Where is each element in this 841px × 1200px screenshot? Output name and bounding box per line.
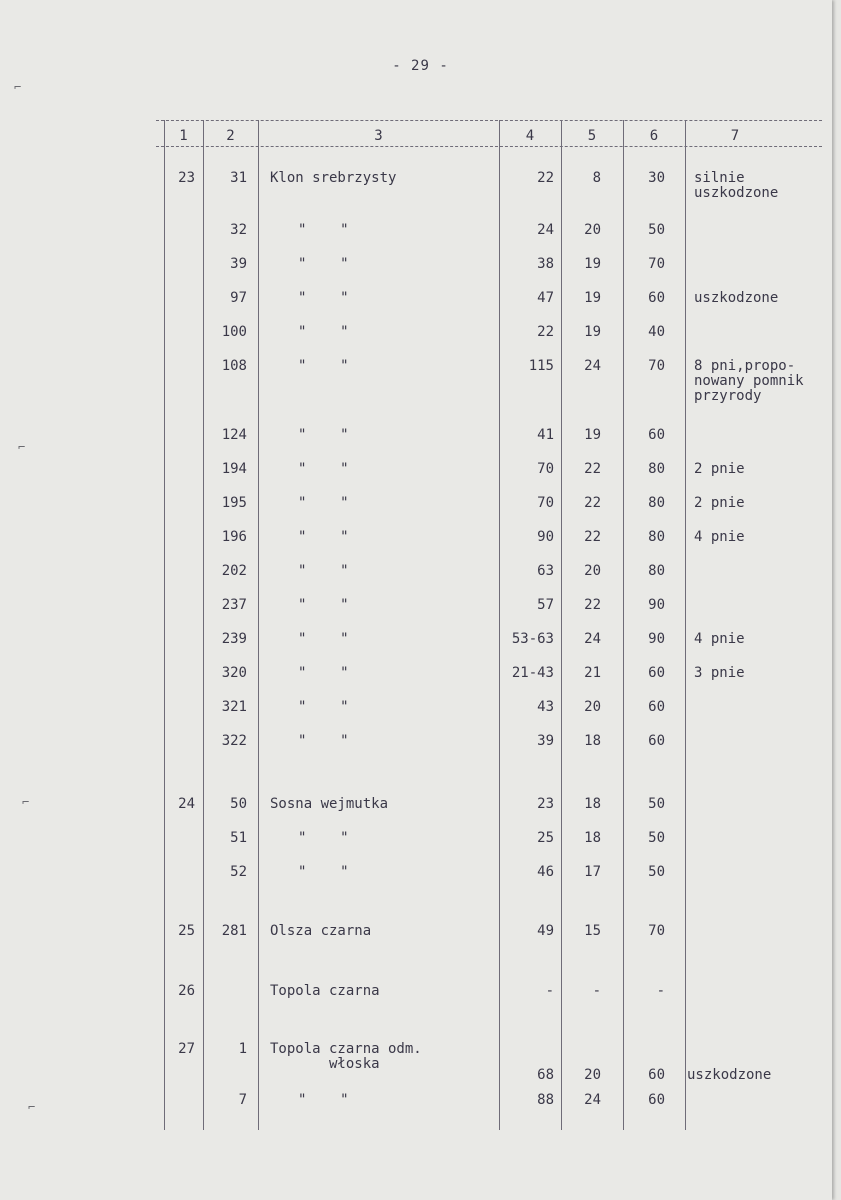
- cell-species: Sosna wejmutka: [270, 796, 389, 812]
- cell-species: " ": [298, 830, 349, 846]
- cell-remarks: uszkodzone: [694, 290, 779, 306]
- cell-tree-no: 321: [221, 699, 247, 715]
- cell-item-no: 23: [178, 170, 195, 186]
- cell-remarks: 4 pnie: [694, 631, 745, 647]
- table-top-rule: [156, 120, 822, 121]
- cell-col4: 70: [537, 461, 554, 477]
- cell-species: Topola czarna odm. włoska: [270, 1041, 422, 1072]
- cell-item-no: 26: [178, 983, 195, 999]
- cell-tree-no: 124: [221, 427, 247, 443]
- cell-col5: 17: [584, 864, 601, 880]
- cell-species: " ": [298, 495, 349, 511]
- cell-col6: 60: [648, 699, 665, 715]
- cell-tree-no: 39: [230, 256, 247, 272]
- cell-col5: 20: [584, 699, 601, 715]
- cell-species: " ": [298, 864, 349, 880]
- cell-col4: 115: [528, 358, 554, 374]
- cell-tree-no: 202: [221, 563, 247, 579]
- cell-species: " ": [298, 461, 349, 477]
- cell-col5: -: [592, 983, 601, 999]
- column-rule: [258, 120, 259, 1130]
- cell-tree-no: 196: [221, 529, 247, 545]
- cell-remarks: 3 pnie: [694, 665, 745, 681]
- cell-species: " ": [298, 699, 349, 715]
- cell-col6: 60: [648, 290, 665, 306]
- punch-hole-mark: ⌐: [18, 440, 26, 454]
- cell-col4: 43: [537, 699, 554, 715]
- cell-species: " ": [298, 733, 349, 749]
- cell-col5: 21: [584, 665, 601, 681]
- cell-item-no: 25: [178, 923, 195, 939]
- cell-col6: 80: [648, 495, 665, 511]
- column-header-5: 5: [587, 128, 597, 144]
- cell-tree-no: 51: [230, 830, 247, 846]
- cell-col6: 60: [648, 733, 665, 749]
- cell-col4: 90: [537, 529, 554, 545]
- cell-col4: 57: [537, 597, 554, 613]
- cell-species: Olsza czarna: [270, 923, 372, 939]
- cell-col6: -: [656, 983, 665, 999]
- cell-col5: 22: [584, 495, 601, 511]
- column-header-2: 2: [226, 128, 235, 144]
- cell-tree-no: 50: [230, 796, 247, 812]
- punch-hole-mark: ⌐: [28, 1100, 36, 1114]
- punch-hole-mark: ⌐: [14, 80, 22, 94]
- page-number: - 29 -: [392, 58, 449, 74]
- cell-species: " ": [298, 1092, 349, 1108]
- cell-tree-no: 320: [221, 665, 247, 681]
- cell-species: " ": [298, 324, 349, 340]
- table-header-rule: [156, 146, 822, 147]
- cell-tree-no: 31: [230, 170, 247, 186]
- cell-species: " ": [298, 665, 349, 681]
- cell-tree-no: 1: [238, 1041, 247, 1057]
- cell-col5: 24: [584, 631, 601, 647]
- cell-col6: 50: [648, 830, 665, 846]
- cell-col6: 60: [648, 665, 665, 681]
- cell-species: " ": [298, 563, 349, 579]
- cell-col6: 90: [648, 597, 665, 613]
- cell-col4: -: [545, 983, 554, 999]
- cell-col4: 63: [537, 563, 554, 579]
- cell-col4: 39: [537, 733, 554, 749]
- cell-tree-no: 32: [230, 222, 247, 238]
- cell-col5: 22: [584, 461, 601, 477]
- column-rule: [685, 120, 686, 1130]
- cell-remarks: 2 pnie: [694, 461, 745, 477]
- cell-remarks: silnie uszkodzone: [694, 170, 779, 201]
- cell-col6: 90: [648, 631, 665, 647]
- cell-col6: 70: [648, 358, 665, 374]
- cell-tree-no: 97: [230, 290, 247, 306]
- cell-species: " ": [298, 597, 349, 613]
- cell-col6: 50: [648, 222, 665, 238]
- cell-col4: 21-43: [511, 665, 554, 681]
- cell-col5: 18: [584, 796, 601, 812]
- cell-species: " ": [298, 427, 349, 443]
- cell-tree-no: 100: [221, 324, 247, 340]
- cell-col5: 19: [584, 324, 601, 340]
- cell-species: " ": [298, 529, 349, 545]
- cell-remarks: 8 pni,propo- nowany pomnik przyrody: [694, 358, 804, 404]
- cell-col5: 24: [584, 1092, 601, 1108]
- cell-tree-no: 281: [221, 923, 247, 939]
- column-header-7: 7: [730, 128, 740, 144]
- cell-col6: 60: [648, 427, 665, 443]
- cell-col6: 80: [648, 529, 665, 545]
- cell-col6: 80: [648, 563, 665, 579]
- cell-col5: 18: [584, 733, 601, 749]
- cell-col5: 20: [584, 1067, 601, 1083]
- cell-col5: 22: [584, 597, 601, 613]
- cell-col6: 60: [648, 1067, 665, 1083]
- cell-tree-no: 108: [221, 358, 247, 374]
- cell-item-no: 27: [178, 1041, 195, 1057]
- cell-col5: 20: [584, 222, 601, 238]
- cell-col5: 19: [584, 427, 601, 443]
- cell-col6: 80: [648, 461, 665, 477]
- cell-col6: 70: [648, 256, 665, 272]
- cell-col4: 47: [537, 290, 554, 306]
- cell-col5: 24: [584, 358, 601, 374]
- cell-species: " ": [298, 290, 349, 306]
- cell-species: Klon srebrzysty: [270, 170, 397, 186]
- cell-tree-no: 239: [221, 631, 247, 647]
- cell-col5: 19: [584, 256, 601, 272]
- cell-col4: 38: [537, 256, 554, 272]
- cell-col6: 50: [648, 864, 665, 880]
- cell-col4: 70: [537, 495, 554, 511]
- cell-remarks: 4 pnie: [694, 529, 745, 545]
- column-header-1: 1: [179, 128, 188, 144]
- cell-col5: 15: [584, 923, 601, 939]
- cell-species: Topola czarna: [270, 983, 380, 999]
- cell-col5: 19: [584, 290, 601, 306]
- cell-col4: 25: [537, 830, 554, 846]
- cell-col5: 20: [584, 563, 601, 579]
- cell-tree-no: 52: [230, 864, 247, 880]
- column-header-4: 4: [525, 128, 535, 144]
- cell-tree-no: 195: [221, 495, 247, 511]
- cell-tree-no: 322: [221, 733, 247, 749]
- punch-hole-mark: ⌐: [22, 795, 30, 809]
- cell-col4: 68: [537, 1067, 554, 1083]
- cell-remarks: 2 pnie: [694, 495, 745, 511]
- cell-col6: 40: [648, 324, 665, 340]
- cell-tree-no: 237: [221, 597, 247, 613]
- cell-col4: 22: [537, 324, 554, 340]
- column-header-6: 6: [649, 128, 659, 144]
- cell-col6: 30: [648, 170, 665, 186]
- cell-species: " ": [298, 256, 349, 272]
- cell-species: " ": [298, 358, 349, 374]
- cell-col5: 18: [584, 830, 601, 846]
- cell-col4: 88: [537, 1092, 554, 1108]
- cell-col6: 70: [648, 923, 665, 939]
- cell-col4: 49: [537, 923, 554, 939]
- cell-remarks: uszkodzone: [687, 1067, 772, 1083]
- cell-col4: 46: [537, 864, 554, 880]
- column-header-3: 3: [374, 128, 383, 144]
- column-rule: [164, 120, 165, 1130]
- cell-col4: 24: [537, 222, 554, 238]
- cell-col6: 60: [648, 1092, 665, 1108]
- cell-tree-no: 194: [221, 461, 247, 477]
- cell-col6: 50: [648, 796, 665, 812]
- cell-species: " ": [298, 631, 349, 647]
- cell-col4: 23: [537, 796, 554, 812]
- cell-col4: 41: [537, 427, 554, 443]
- cell-col4: 53-63: [511, 631, 554, 647]
- cell-item-no: 24: [178, 796, 195, 812]
- cell-col5: 8: [592, 170, 601, 186]
- cell-species: " ": [298, 222, 349, 238]
- cell-col5: 22: [584, 529, 601, 545]
- cell-col4: 22: [537, 170, 554, 186]
- cell-tree-no: 7: [238, 1092, 247, 1108]
